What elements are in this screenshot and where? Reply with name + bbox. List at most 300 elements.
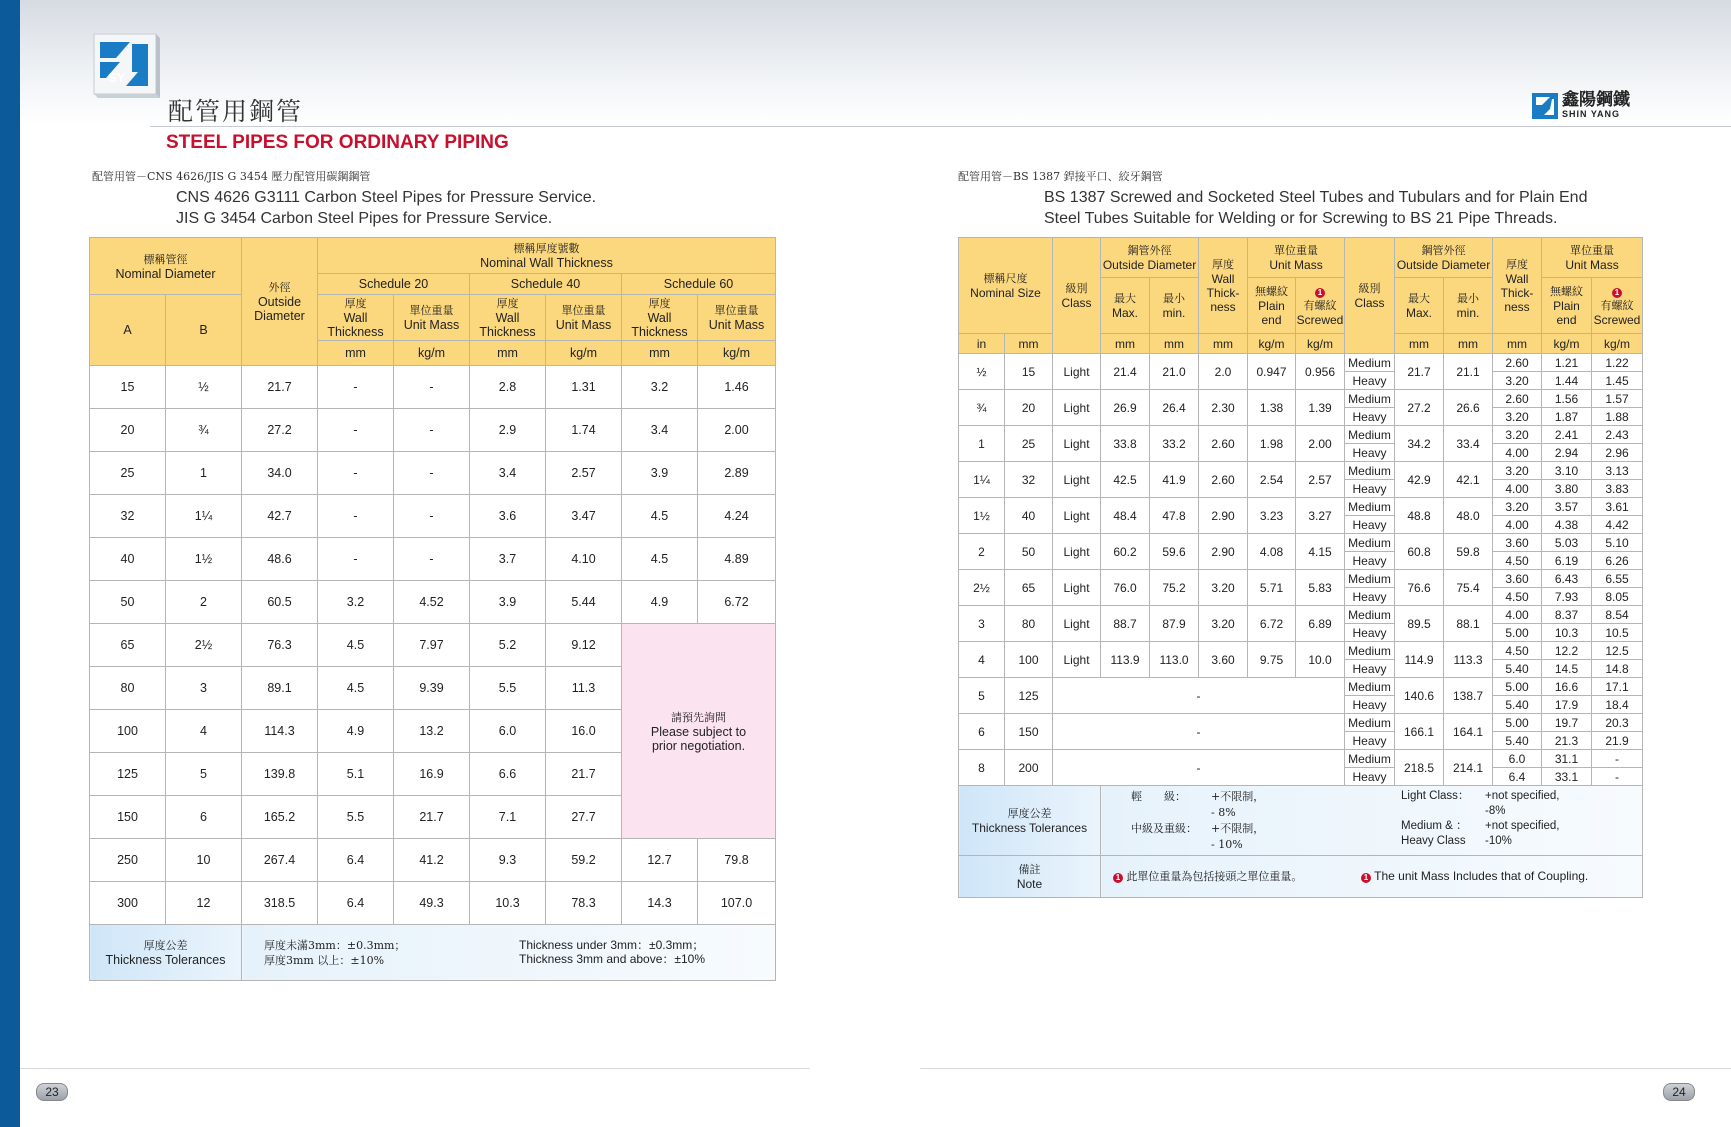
unit-cell: mm [622,341,698,366]
table-cell: 1.74 [546,409,622,452]
min-header: 最小 min. [1150,278,1199,334]
table-cell: Heavy [1345,768,1395,786]
nominal-size-header: 標稱尺度 Nominal Size [959,238,1053,334]
table-cell: Light [1053,498,1101,534]
table-cell: 18.4 [1592,696,1643,714]
table-cell: 3.60 [1199,642,1248,678]
unit-mass-header: 單位重量 Unit Mass [1542,238,1643,278]
table-cell: 4.5 [318,667,394,710]
class-header: 級別 Class [1053,238,1101,354]
table-cell: - [1592,768,1643,786]
table-cell: 32 [1005,462,1053,498]
table-cell: - [394,409,470,452]
table-cell: 3.60 [1493,570,1542,588]
table-cell: 2.8 [470,366,546,409]
table-cell: - [1592,750,1643,768]
screwed-header: 1 有螺紋 Screwed [1296,278,1345,334]
table-cell: Heavy [1345,696,1395,714]
table-row [90,495,776,538]
table-cell: 21.0 [1150,354,1199,390]
unit-cell: kg/m [1248,334,1296,354]
table-cell: 50 [90,581,166,624]
table-cell: 21.7 [394,796,470,839]
table-cell: 65 [90,624,166,667]
table-cell: 4 [959,642,1005,678]
table-cell: Medium [1345,714,1395,732]
table-cell: 50 [1005,534,1053,570]
table-cell: 2 [959,534,1005,570]
schedule-60-header: Schedule 60 [622,274,776,295]
table-row [90,452,776,495]
table-cell: 26.4 [1150,390,1199,426]
table-cell: 4.50 [1493,642,1542,660]
table-cell: 10 [166,839,242,882]
table-cell: 5.40 [1493,696,1542,714]
table-cell: 42.5 [1101,462,1150,498]
table-cell: 60.5 [242,581,318,624]
table-row [90,581,776,624]
table-cell: 7.97 [394,624,470,667]
table-cell: Light [1053,462,1101,498]
table-cell: 3.83 [1592,480,1643,498]
table-cell: Light [1053,390,1101,426]
table-cell: Heavy [1345,588,1395,606]
table-cell: 60.8 [1395,534,1444,570]
table-cell: 8.37 [1542,606,1592,624]
table-cell: 6.89 [1296,606,1345,642]
table-cell: 6.72 [698,581,776,624]
table-cell: 1.88 [1592,408,1643,426]
unit-cell: kg/m [1592,334,1643,354]
right-heading-cn: 配管用管－BS 1387 銲接平口、絞牙鋼管 [958,170,1163,183]
table-cell: 5.00 [1493,714,1542,732]
table-cell: 0.947 [1248,354,1296,390]
table-cell: 2.60 [1493,354,1542,372]
left-edge-bar [0,0,20,1127]
table-cell: 4.00 [1493,480,1542,498]
table-cell: 79.8 [698,839,776,882]
table-cell: 3.57 [1542,498,1592,516]
table-cell: Medium [1345,534,1395,552]
table-cell: 2.90 [1199,534,1248,570]
table-cell: 59.6 [1150,534,1199,570]
table-cell: 4.00 [1493,516,1542,534]
table-cell: 1½ [959,498,1005,534]
table-cell: - [394,366,470,409]
bs1387-table [958,237,1643,898]
table-cell: 5 [959,678,1005,714]
table-cell: 107.0 [698,882,776,925]
table-cell: 4.5 [622,495,698,538]
table-row [90,366,776,409]
table-cell: 12.7 [622,839,698,882]
table-cell: 80 [90,667,166,710]
footer-rule-left [20,1068,810,1069]
table-cell: 3.20 [1493,462,1542,480]
table-cell: 14.3 [622,882,698,925]
unit-mass-header: 單位重量 Unit Mass [546,295,622,341]
table-cell: 138.7 [1444,678,1493,714]
note-badge-icon: 1 [1361,873,1371,883]
table-cell: 1.98 [1248,426,1296,462]
table-cell: 5.03 [1542,534,1592,552]
outside-diameter-header: 鋼管外徑 Outside Diameter [1101,238,1199,278]
table-cell: - [318,452,394,495]
table-cell: 3.9 [470,581,546,624]
table-cell: 21.1 [1444,354,1493,390]
table-row [959,498,1643,516]
table-cell: 4.00 [1493,444,1542,462]
table-cell: 34.0 [242,452,318,495]
table-cell: 3.47 [546,495,622,538]
note-label: 備註 Note [959,856,1101,898]
unit-cell: mm [1493,334,1542,354]
table-cell: 6.0 [470,710,546,753]
table-cell: 59.2 [546,839,622,882]
table-cell: 2.60 [1493,390,1542,408]
page-title-en: STEEL PIPES FOR ORDINARY PIPING [166,132,509,153]
table-cell: 6.43 [1542,570,1592,588]
table-cell: 125 [90,753,166,796]
table-cell: 200 [1005,750,1053,786]
plain-end-header: 無螺紋 Plain end [1542,278,1592,334]
table-cell: Medium [1345,426,1395,444]
table-cell: 13.2 [394,710,470,753]
table-cell: 2.60 [1199,462,1248,498]
table-cell: 5.40 [1493,732,1542,750]
table-cell: 20.3 [1592,714,1643,732]
table-cell: 80 [1005,606,1053,642]
table-cell: 78.3 [546,882,622,925]
table-cell: 2.89 [698,452,776,495]
table-cell: 33.8 [1101,426,1150,462]
table-cell: Medium [1345,498,1395,516]
table-cell: 4.52 [394,581,470,624]
page-number-left: 23 [36,1083,68,1101]
table-cell: 1¼ [166,495,242,538]
table-cell: 25 [1005,426,1053,462]
table-cell: 6.4 [318,882,394,925]
table-cell: 140.6 [1395,678,1444,714]
table-cell: 113.9 [1101,642,1150,678]
table-cell: 88.1 [1444,606,1493,642]
right-heading-en1: BS 1387 Screwed and Socketed Steel Tubes and Tubulars and for Plain End [1044,189,1588,206]
table-cell: 75.4 [1444,570,1493,606]
table-cell: 5.44 [546,581,622,624]
table-cell: 31.1 [1542,750,1592,768]
table-cell: - [394,538,470,581]
table-cell: 60.2 [1101,534,1150,570]
table-cell: 4.08 [1248,534,1296,570]
table-cell: 47.8 [1150,498,1199,534]
table-cell: 88.7 [1101,606,1150,642]
table-cell: 21.7 [546,753,622,796]
table-cell: 59.8 [1444,534,1493,570]
table-cell: 33.1 [1542,768,1592,786]
table-cell: 5.40 [1493,660,1542,678]
table-cell: 5.00 [1493,624,1542,642]
table-row [959,678,1643,696]
table-cell: 3.20 [1199,606,1248,642]
max-header: 最大 Max. [1395,278,1444,334]
table-cell: 113.0 [1150,642,1199,678]
table-cell: 26.9 [1101,390,1150,426]
table-cell: 4.38 [1542,516,1592,534]
table-cell: 20 [90,409,166,452]
table-cell: 3 [166,667,242,710]
wall-thickness-header: 厚度 Wall Thick- ness [1199,238,1248,334]
table-cell: 1.39 [1296,390,1345,426]
table-cell: 9.12 [546,624,622,667]
table-cell: 1.45 [1592,372,1643,390]
brand-mark-icon [1532,93,1558,119]
table-cell: 4.42 [1592,516,1643,534]
table-row [959,606,1643,624]
table-cell: 3.2 [622,366,698,409]
table-cell: 40 [90,538,166,581]
table-cell: 6.4 [318,839,394,882]
table-cell: 6.26 [1592,552,1643,570]
table-row [959,570,1643,588]
table-cell: 114.3 [242,710,318,753]
table-cell: 3.80 [1542,480,1592,498]
table-cell: 150 [90,796,166,839]
table-cell: Medium [1345,750,1395,768]
table-cell: - [318,366,394,409]
unit-cell: mm [1150,334,1199,354]
table-cell: 1 [166,452,242,495]
table-cell: 33.2 [1150,426,1199,462]
thickness-tolerance-label: 厚度公差 Thickness Tolerances [90,925,242,981]
table-cell: 6.4 [1493,768,1542,786]
table-cell: - [394,495,470,538]
table-cell: 20 [1005,390,1053,426]
table-cell: Heavy [1345,408,1395,426]
table-cell: Light [1053,570,1101,606]
table-cell: 6 [959,714,1005,750]
table-cell: 34.2 [1395,426,1444,462]
table-row [959,426,1643,444]
table-cell: - [1053,750,1345,786]
brand-name-en: SHIN YANG [1562,109,1621,119]
table-cell: 2.43 [1592,426,1643,444]
table-cell: 25 [90,452,166,495]
table-cell: ¾ [959,390,1005,426]
nominal-wall-thickness-header: 標稱厚度號數 Nominal Wall Thickness [318,238,776,274]
min-header: 最小 min. [1444,278,1493,334]
col-a-header: A [90,295,166,366]
table-cell: 48.6 [242,538,318,581]
table-cell: 3.61 [1592,498,1643,516]
table-cell: 2.57 [546,452,622,495]
page-title-cn: 配管用鋼管 [168,97,304,126]
unit-cell: kg/m [1296,334,1345,354]
table-cell: 16.0 [546,710,622,753]
col-b-header: B [166,295,242,366]
table-cell: 19.7 [1542,714,1592,732]
table-cell: Medium [1345,642,1395,660]
table-cell: 3.23 [1248,498,1296,534]
table-cell: 166.1 [1395,714,1444,750]
table-cell: 26.6 [1444,390,1493,426]
table-cell: 1.38 [1248,390,1296,426]
table-cell: 7.1 [470,796,546,839]
table-cell: 42.1 [1444,462,1493,498]
table-cell: Medium [1345,570,1395,588]
cns-jis-table [89,237,776,981]
table-cell: 164.1 [1444,714,1493,750]
table-cell: 2.41 [1542,426,1592,444]
table-cell: 12 [166,882,242,925]
table-cell: 2.0 [1199,354,1248,390]
table-row [959,750,1643,768]
table-cell: - [1053,678,1345,714]
table-cell: 9.75 [1248,642,1296,678]
table-cell: 5 [166,753,242,796]
table-cell: Heavy [1345,444,1395,462]
unit-cell: kg/m [546,341,622,366]
table-cell: 3.20 [1493,408,1542,426]
table-cell: 21.9 [1592,732,1643,750]
table-cell: 2.94 [1542,444,1592,462]
table-cell: 5.00 [1493,678,1542,696]
table-cell: 6.72 [1248,606,1296,642]
left-heading-en2: JIS G 3454 Carbon Steel Pipes for Pressure Service. [176,210,553,227]
table-cell: 2.96 [1592,444,1643,462]
table-cell: Heavy [1345,552,1395,570]
table-cell: 1.22 [1592,354,1643,372]
unit-cell: mm [470,341,546,366]
table-cell: ½ [959,354,1005,390]
table-cell: 3.10 [1542,462,1592,480]
table-cell: 1.46 [698,366,776,409]
table-row [90,839,776,882]
right-heading-en2: Steel Tubes Suitable for Welding or for Screwing to BS 21 Pipe Threads. [1044,210,1558,227]
table-cell: 12.2 [1542,642,1592,660]
table-cell: 5.5 [318,796,394,839]
outside-diameter-header: 外徑 Outside Diameter [242,238,318,366]
table-cell: 4.15 [1296,534,1345,570]
table-cell: 6.0 [1493,750,1542,768]
table-cell: 2.57 [1296,462,1345,498]
table-cell: 21.4 [1101,354,1150,390]
table-cell: 21.7 [1395,354,1444,390]
table-cell: 3.27 [1296,498,1345,534]
table-cell: 8 [959,750,1005,786]
table-cell: Medium [1345,354,1395,372]
table-cell: 10.5 [1592,624,1643,642]
table-cell: 2.54 [1248,462,1296,498]
thickness-tolerance-label: 厚度公差 Thickness Tolerances [959,786,1101,856]
table-cell: 0.956 [1296,354,1345,390]
table-cell: 8.54 [1592,606,1643,624]
table-cell: 6.55 [1592,570,1643,588]
unit-mass-header: 單位重量 Unit Mass [698,295,776,341]
table-cell: ½ [166,366,242,409]
table-cell: 1.87 [1542,408,1592,426]
prior-negotiation-note: 請預先詢問 Please subject to prior negotiation. [622,624,776,839]
table-cell: Heavy [1345,624,1395,642]
table-cell: 87.9 [1150,606,1199,642]
thickness-tolerance-value: 輕 級： +不限制， - 8% 中級及重級： +不限制， - 10% Light Class： +not specified, -8% Medium & ： Heavy Class +not specified, -10% [1101,786,1643,856]
note-badge-icon: 1 [1612,288,1622,298]
table-cell: 5.2 [470,624,546,667]
page-number-right: 24 [1663,1083,1695,1101]
table-cell: 214.1 [1444,750,1493,786]
table-cell: 3.4 [622,409,698,452]
table-cell: 5.10 [1592,534,1643,552]
table-cell: 4.50 [1493,588,1542,606]
table-cell: 7.93 [1542,588,1592,606]
table-cell: 4.89 [698,538,776,581]
table-cell: 2½ [166,624,242,667]
table-cell: - [394,452,470,495]
right-heading [958,165,1587,229]
table-cell: 41.2 [394,839,470,882]
unit-mass-header: 單位重量 Unit Mass [1248,238,1345,278]
table-cell: 10.3 [470,882,546,925]
table-cell: 4.10 [546,538,622,581]
table-cell: 218.5 [1395,750,1444,786]
table-cell: 3.4 [470,452,546,495]
unit-cell: kg/m [698,341,776,366]
table-cell: 165.2 [242,796,318,839]
table-cell: 16.6 [1542,678,1592,696]
table-row [959,714,1643,732]
outside-diameter-header: 鋼管外徑 Outside Diameter [1395,238,1493,278]
table-cell: ¾ [166,409,242,452]
table-cell: Medium [1345,390,1395,408]
table-cell: 40 [1005,498,1053,534]
table-cell: Light [1053,642,1101,678]
note-value: 1 此單位重量為包括接頭之單位重量。 1 The unit Mass Includes that of Coupling. [1101,856,1643,898]
unit-cell: mm [1005,334,1053,354]
table-cell: 27.7 [546,796,622,839]
table-cell: 49.3 [394,882,470,925]
left-heading-cn: 配管用管－CNS 4626/JIS G 3454 壓力配管用碳鋼鋼管 [92,170,371,183]
wall-thickness-header: 厚度 Wall Thickness [470,295,546,341]
table-cell: 17.1 [1592,678,1643,696]
table-cell: 5.1 [318,753,394,796]
table-cell: 1.44 [1542,372,1592,390]
table-cell: 139.8 [242,753,318,796]
table-cell: 17.9 [1542,696,1592,714]
table-cell: 3.9 [622,452,698,495]
table-cell: 5.83 [1296,570,1345,606]
table-cell: 2 [166,581,242,624]
footer-rule-right [920,1068,1731,1069]
table-cell: 32 [90,495,166,538]
table-cell: 100 [1005,642,1053,678]
table-row [90,538,776,581]
table-cell: 3.13 [1592,462,1643,480]
nominal-diameter-header: 標稱管徑 Nominal Diameter [90,238,242,295]
table-cell: 10.3 [1542,624,1592,642]
table-cell: 6 [166,796,242,839]
table-cell: Heavy [1345,732,1395,750]
table-row [959,462,1643,480]
table-cell: Heavy [1345,480,1395,498]
table-cell: 15 [90,366,166,409]
table-cell: 8.05 [1592,588,1643,606]
table-cell: 3.2 [318,581,394,624]
table-cell: 5.5 [470,667,546,710]
table-cell: 5.71 [1248,570,1296,606]
note-badge-icon: 1 [1315,288,1325,298]
table-cell: 6.6 [470,753,546,796]
table-cell: 4.9 [318,710,394,753]
unit-cell: mm [318,341,394,366]
